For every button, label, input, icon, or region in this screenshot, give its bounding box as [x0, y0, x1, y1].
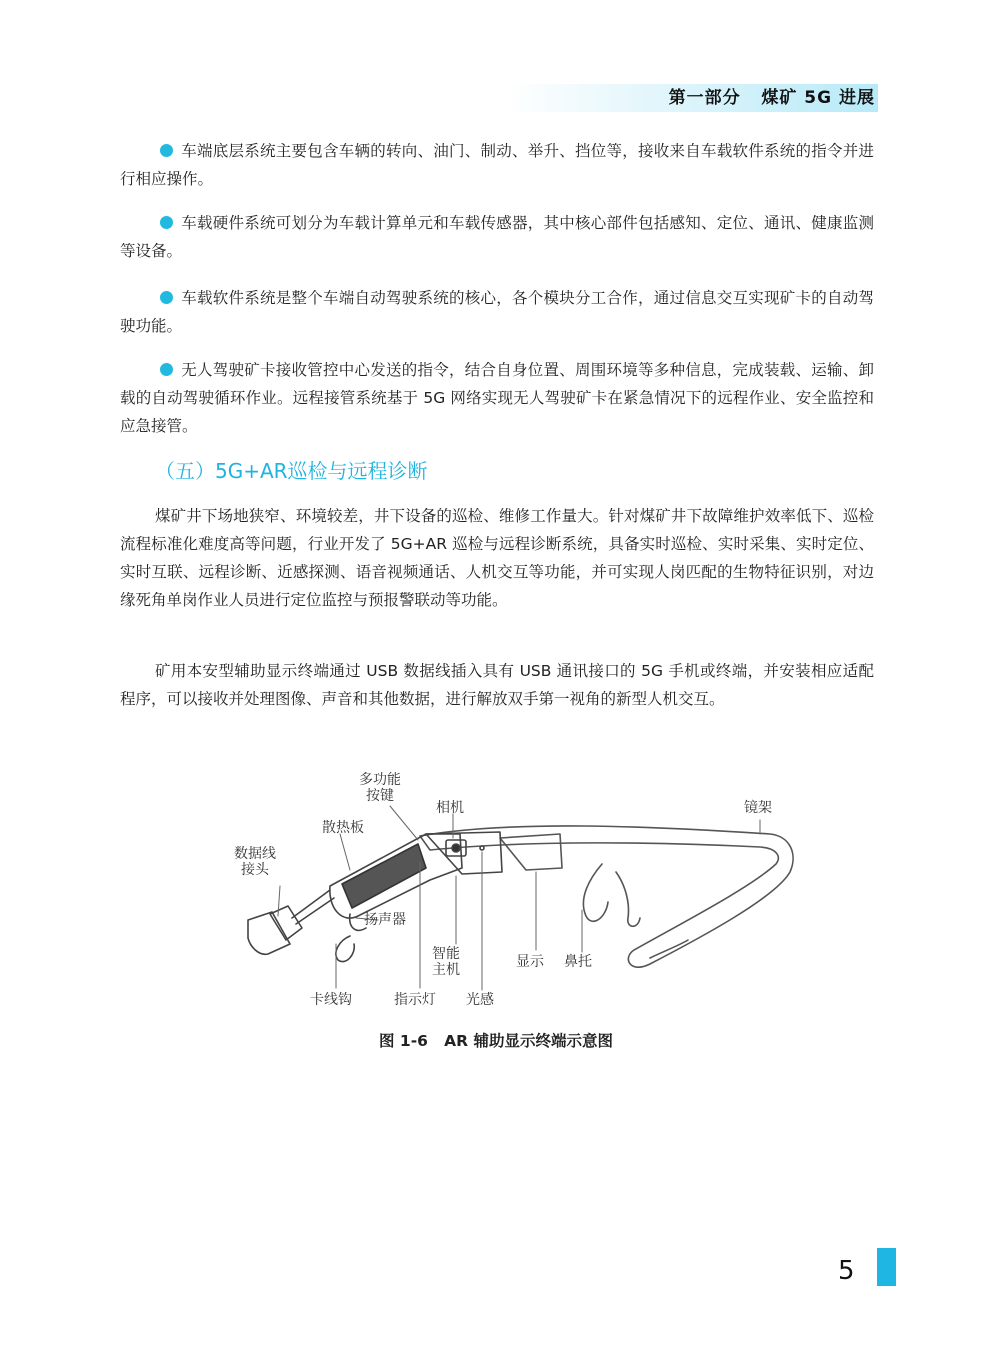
- label-frame: 镜架: [744, 800, 772, 816]
- ar-glasses-illustration: [230, 768, 810, 1013]
- bullet-paragraph: [120, 209, 874, 265]
- label-data-connector: 数据线 接头: [234, 846, 276, 878]
- label-camera: 相机: [436, 800, 464, 816]
- running-header: 第一部分 煤矿 5G 进展: [668, 88, 875, 108]
- bullet-dot-icon: [160, 363, 173, 376]
- bullet-text: 车端底层系统主要包含车辆的转向、油门、制动、举升、挡位等，接收来自车载软件系统的指令并进行相应操作。: [120, 142, 874, 188]
- ar-glasses-figure: [230, 768, 810, 1013]
- body-paragraph: 煤矿井下场地狭窄、环境较差，井下设备的巡检、维修工作量大。针对煤矿井下故障维护效率低下、巡检流程标准化难度高等问题，行业开发了 5G+AR 巡检与远程诊断系统，具备实时巡检、实时采集、实时定位、实时互联、远程诊断、近感探测、语音视频通话、人机交互等功能，并可实现人岗匹配的生物特征识别，对边缘死角单岗作业人员进行定位监控与预报警联动等功能。: [120, 507, 874, 609]
- bullet-dot-icon: [160, 216, 173, 229]
- bullet-text: 车载软件系统是整个车端自动驾驶系统的核心，各个模块分工合作，通过信息交互实现矿卡的自动驾驶功能。: [120, 289, 874, 335]
- label-heat-sink: 散热板: [322, 820, 364, 836]
- label-speaker: 扬声器: [364, 912, 406, 928]
- label-multi-function-button: 多功能 按键: [359, 772, 401, 804]
- bullet-text: 无人驾驶矿卡接收管控中心发送的指令，结合自身位置、周围环境等多种信息，完成装载、运输、卸载的自动驾驶循环作业。远程接管系统基于 5G 网络实现无人驾驶矿卡在紧急情况下的远程作业、安全监控和应急接管。: [120, 361, 874, 435]
- label-indicator-light: 指示灯: [394, 992, 436, 1008]
- page-tab-marker: [877, 1248, 896, 1286]
- bullet-paragraph: [120, 356, 874, 440]
- bullet-dot-icon: [160, 144, 173, 157]
- label-light-sensor: 光感: [466, 992, 494, 1008]
- label-display: 显示: [516, 954, 544, 970]
- figure-caption: 图 1-6 AR 辅助显示终端示意图: [379, 1032, 613, 1050]
- label-smart-host: 智能 主机: [432, 946, 460, 978]
- label-cable-hook: 卡线钩: [310, 992, 352, 1008]
- body-paragraph: 矿用本安型辅助显示终端通过 USB 数据线插入具有 USB 通讯接口的 5G 手机或终端，并安装相应适配程序，可以接收并处理图像、声音和其他数据，进行解放双手第一视角的新型人机交互。: [120, 662, 874, 708]
- bullet-paragraph: [120, 137, 874, 193]
- section-heading: （五）5G+AR巡检与远程诊断: [155, 459, 428, 483]
- bullet-text: 车载硬件系统可划分为车载计算单元和车载传感器，其中核心部件包括感知、定位、通讯、健康监测等设备。: [120, 214, 874, 260]
- label-nose-pad: 鼻托: [564, 954, 592, 970]
- page-number: 5: [838, 1256, 855, 1286]
- bullet-paragraph: [120, 284, 874, 340]
- bullet-dot-icon: [160, 291, 173, 304]
